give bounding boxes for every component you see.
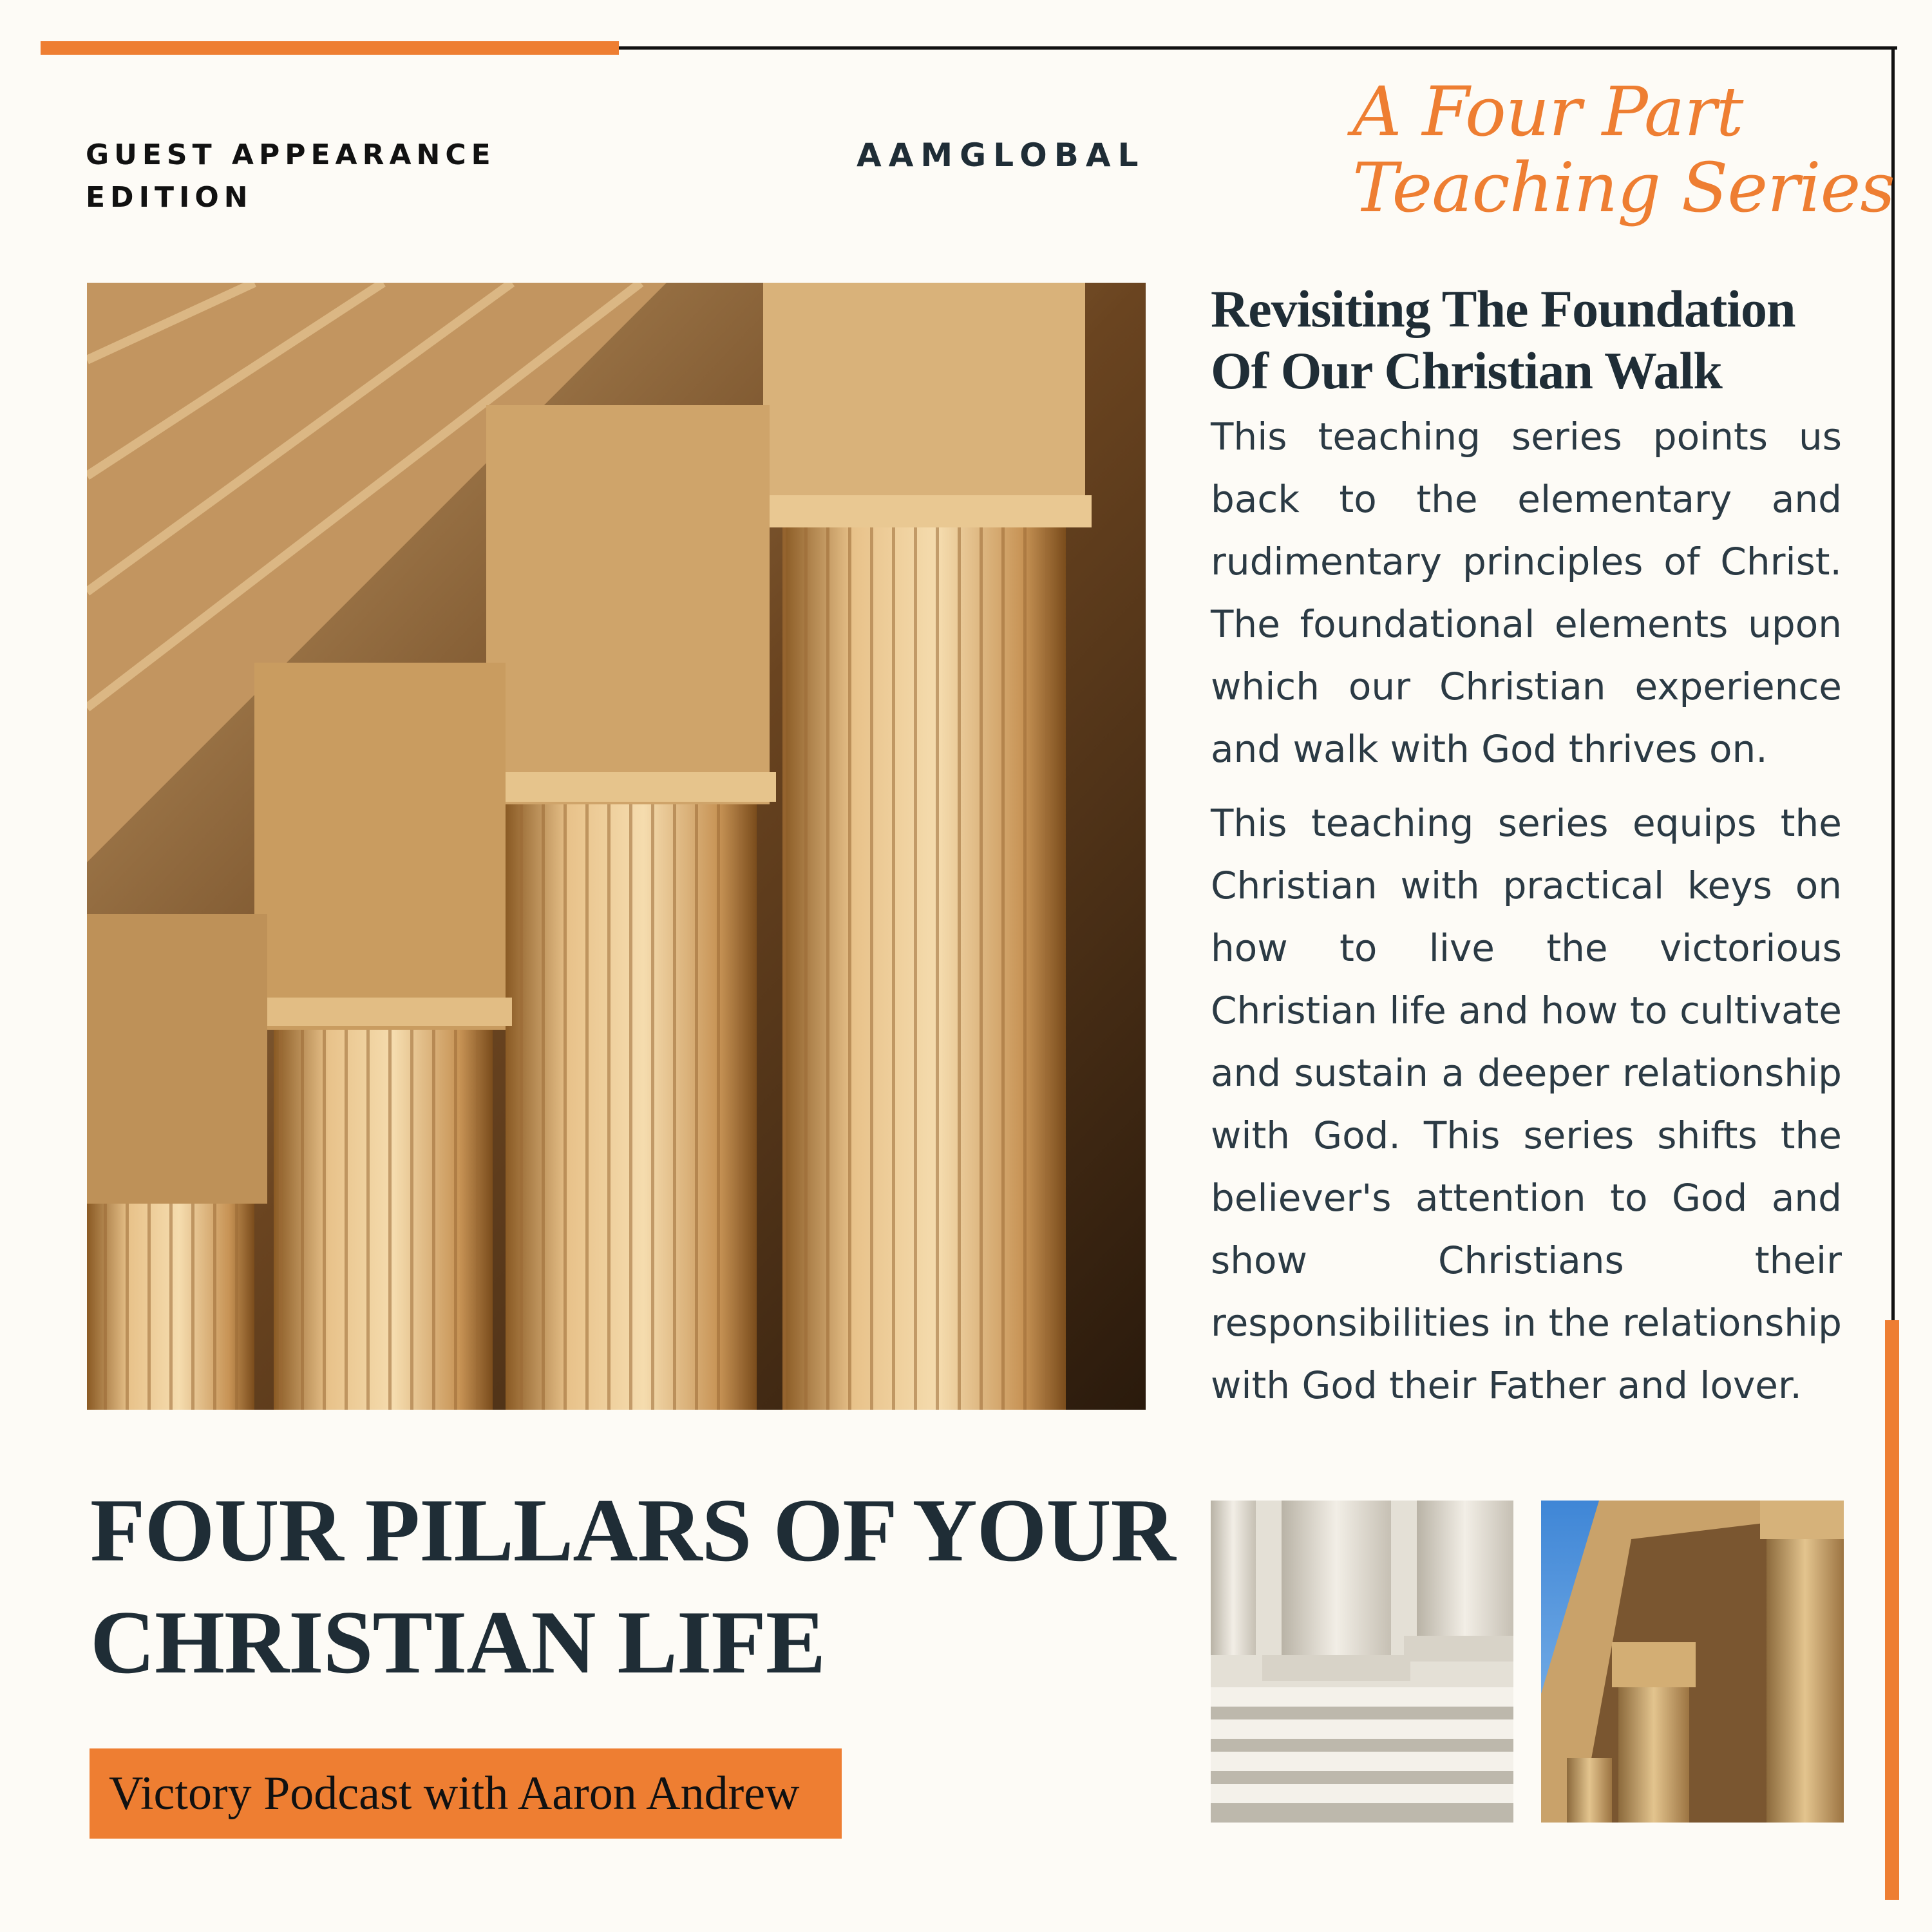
description-paragraph-1: This teaching series points us back to the elementary and rudimentary principles of Christ. The foundational elements upon which our Christian experience and walk with God thrives on. [1211,415,1842,771]
headline-line-1: Revisiting The Foundation [1211,279,1795,338]
title-line-1: FOUR PILLARS OF YOUR [90,1481,1175,1580]
series-tagline-line-1: A Four Part [1352,72,1743,151]
columns-steps-photo [1211,1501,1513,1823]
headline-line-2: Of Our Christian Walk [1211,341,1722,400]
edition-line-2: EDITION [86,181,253,214]
podcast-badge [90,1748,842,1839]
portico-sky-photo [1541,1501,1844,1823]
series-tagline-line-2: Teaching Series [1352,148,1895,227]
page-title [90,1475,1185,1699]
section-headline [1211,278,1855,402]
edition-label [86,134,496,219]
title-line-2: CHRISTIAN LIFE [90,1593,826,1692]
brand-name: AAMGLOBAL [857,137,1146,174]
right-accent-bar [1885,1320,1899,1900]
main-columns-photo [87,283,1146,1410]
podcast-badge-label: Victory Podcast with Aaron Andrew [109,1767,800,1820]
edition-line-1: GUEST APPEARANCE [86,138,496,171]
right-border-line [1891,46,1895,1328]
top-accent-bar [41,41,619,55]
top-border-line [619,46,1897,50]
description-paragraph-2: This teaching series equips the Christian with practical keys on how to live the victorious Christian life and how to cultivate and sustain a deeper relationship with God. This series shifts the believer's attention to God and show Christians their responsibilities in the relationship with God their Father and lover. [1211,801,1842,1407]
series-tagline [1352,74,1895,226]
